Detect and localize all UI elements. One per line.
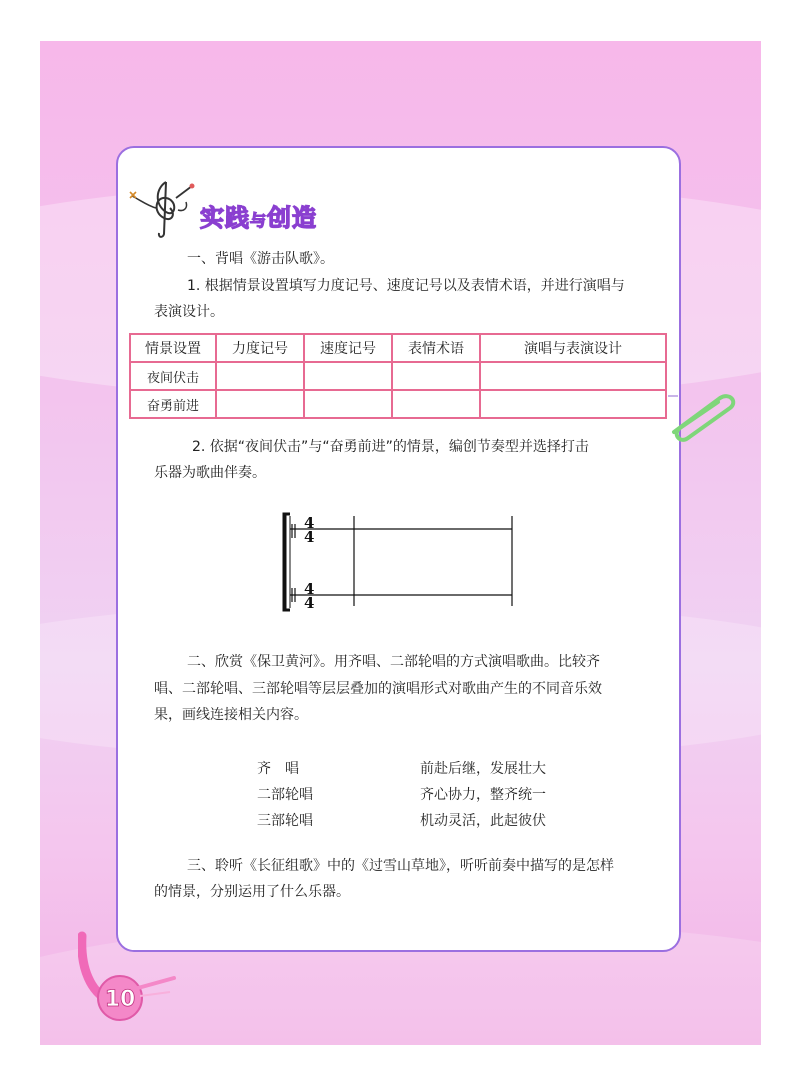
matching-left-item: 二部轮唱 [257, 787, 313, 803]
matching-right-item: 机动灵活，此起彼伏 [420, 813, 546, 829]
treble-clef-conductor-icon [126, 178, 198, 240]
part2-line3: 果，画线连接相关内容。 [154, 707, 308, 723]
matching-right-item: 齐心协力，整齐统一 [420, 787, 546, 803]
table-cell-blank[interactable] [480, 390, 666, 418]
time-signature-bottom: 4 [304, 594, 315, 612]
matching-right-item: 前赴后继，发展壮大 [420, 761, 546, 777]
table-cell-blank[interactable] [216, 362, 304, 390]
question2-line2: 乐器为歌曲伴奏。 [154, 465, 266, 481]
part3-line2: 的情景，分别运用了什么乐器。 [154, 884, 350, 900]
table-cell-blank[interactable] [216, 390, 304, 418]
table-cell-blank[interactable] [304, 362, 392, 390]
table-cell-blank[interactable] [480, 362, 666, 390]
table-header-cell: 情景设置 [130, 334, 216, 362]
question2-line1: 2. 依据“夜间伏击”与“奋勇前进”的情景，编创节奏型并选择打击 [192, 439, 589, 455]
section-title-small: 与 [250, 211, 268, 230]
table-row [130, 362, 666, 390]
section-title-end: 创造 [267, 204, 318, 232]
part2-line1: 二、欣赏《保卫黄河》。用齐唱、二部轮唱的方式演唱歌曲。比较齐 [187, 654, 600, 670]
question1-line1: 1. 根据情景设置填写力度记号、速度记号以及表情术语，并进行演唱与 [187, 278, 625, 294]
table-header-row [130, 334, 666, 362]
section-title [200, 198, 317, 233]
performance-plan-table [129, 333, 667, 419]
table-row-label: 奋勇前进 [130, 390, 216, 418]
page-number: 10 [104, 987, 136, 1012]
part3-line1: 三、聆听《长征组歌》中的《过雪山草地》，听听前奏中描写的是怎样 [187, 858, 614, 874]
matching-left-item: 三部轮唱 [257, 813, 313, 829]
table-header-cell: 力度记号 [216, 334, 304, 362]
table-header-cell: 速度记号 [304, 334, 392, 362]
table-cell-blank[interactable] [392, 362, 480, 390]
table-row-label: 夜间伏击 [130, 362, 216, 390]
matching-left-item: 齐 唱 [257, 761, 299, 777]
time-signature-top: 4 [304, 514, 315, 532]
table-row [130, 390, 666, 418]
section-title-main: 实践 [200, 204, 250, 232]
part2-line2: 唱、二部轮唱、三部轮唱等层层叠加的演唱形式对歌曲产生的不同音乐效 [154, 681, 602, 697]
question1-line2: 表演设计。 [154, 304, 224, 320]
paper-clip-icon [668, 388, 740, 444]
table-header-cell: 演唱与表演设计 [480, 334, 666, 362]
part1-heading: 一、背唱《游击队歌》。 [187, 251, 334, 267]
table-cell-blank[interactable] [304, 390, 392, 418]
rhythm-score [276, 512, 520, 612]
table-header-cell: 表情术语 [392, 334, 480, 362]
time-signature-top: 4 [304, 580, 315, 598]
table-cell-blank[interactable] [392, 390, 480, 418]
french-horn-page-badge [78, 930, 188, 1030]
time-signature-bottom: 4 [304, 528, 315, 546]
